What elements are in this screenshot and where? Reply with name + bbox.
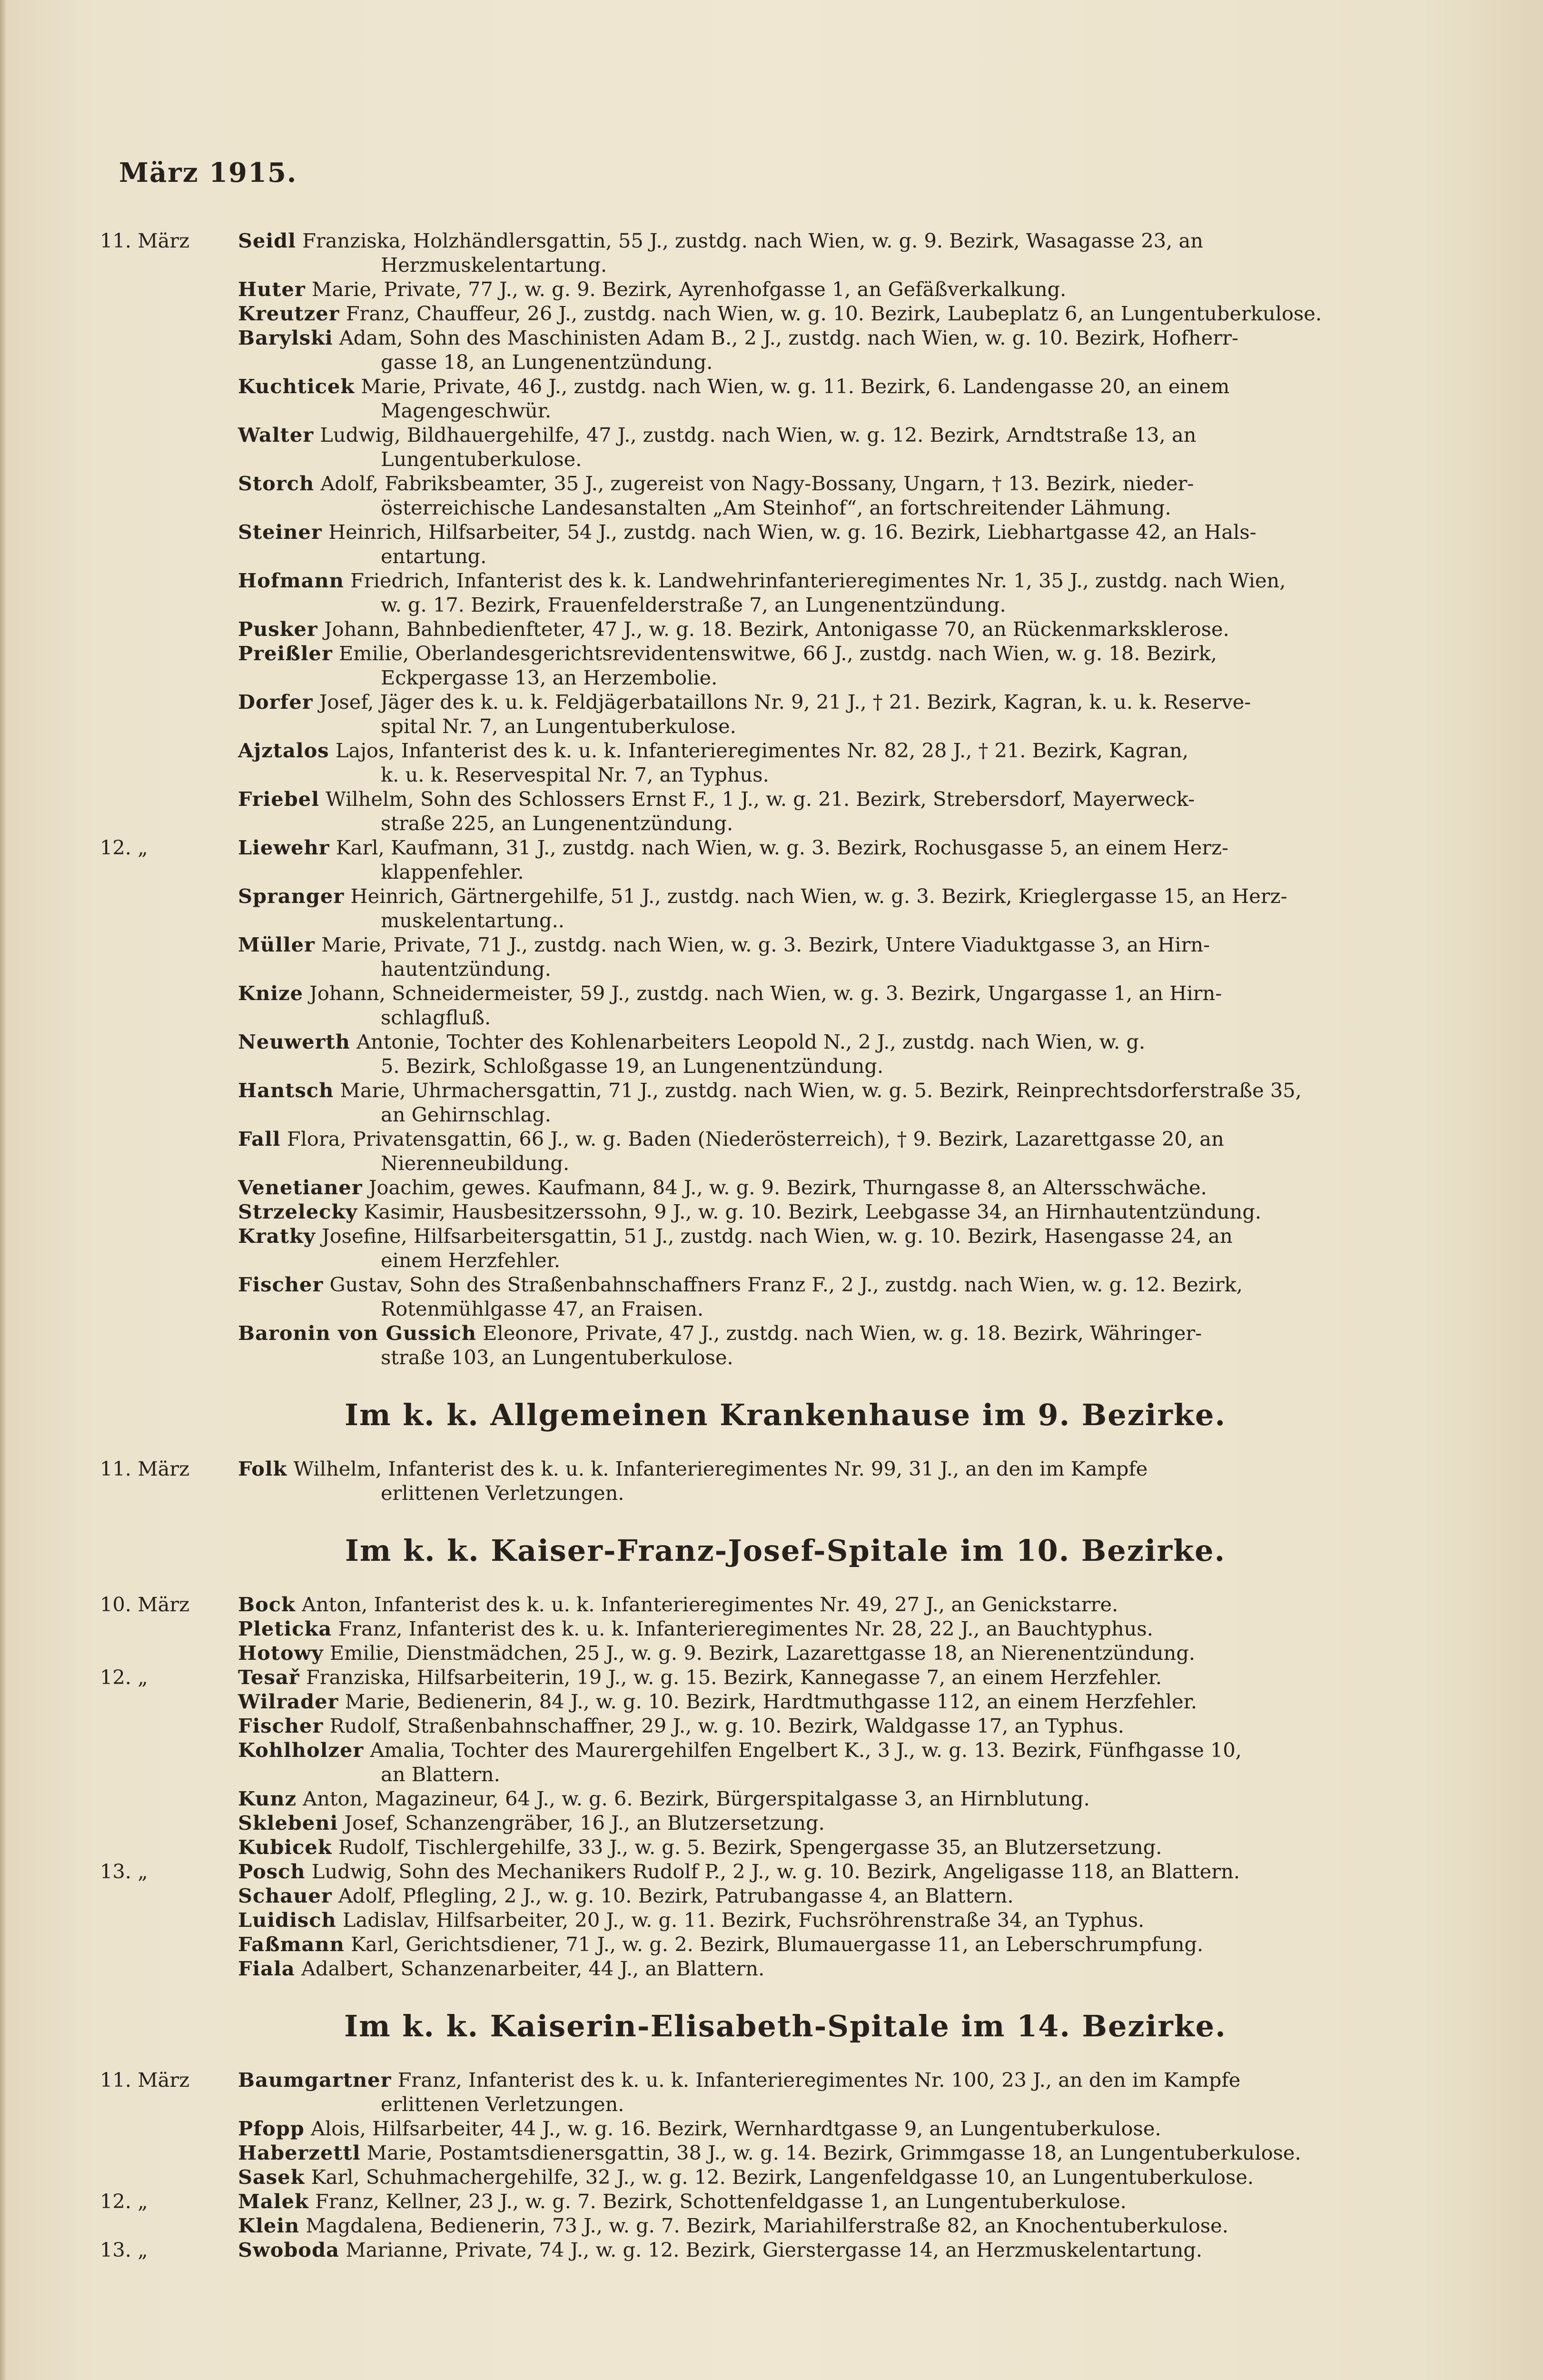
entry-details: Ludwig, Sohn des Mechanikers Rudolf P., 2 J., w. g. 10. Bezirk, Angeligasse 118, an Blattern. [311, 1860, 1240, 1883]
entry-details: Marie, Bedienerin, 84 J., w. g. 10. Bezirk, Hardtmuthgasse 112, an einem Herzfehler. [345, 1690, 1197, 1713]
entry-details: Amalia, Tochter des Maurergehilfen Engelbert K., 3 J., w. g. 13. Bezirk, Fünfhgasse 10, [370, 1738, 1242, 1762]
section-heading: Im k. k. Kaiser-Franz-Josef-Spitale im 10. Bezirke. [345, 1533, 1226, 1568]
entry-text [238, 568, 1414, 617]
entry-details-continued: gasse 18, an Lungenentzündung. [381, 350, 713, 374]
entry-text [238, 2238, 1414, 2262]
entry-details: Marie, Private, 71 J., zustdg. nach Wien, w. g. 3. Bezirk, Untere Viaduktgasse 3, an Hirn- [321, 933, 1210, 956]
entry-text [238, 1127, 1414, 1175]
entry-details-continued: österreichische Landesanstalten „Am Steinhof“, an fortschreitender Lähmung. [381, 496, 1171, 519]
register-entry [100, 2213, 1414, 2238]
register-entry [100, 641, 1414, 690]
register-entry [100, 2141, 1414, 2165]
entry-surname: Seidl [238, 229, 296, 252]
register-entry [100, 2189, 1414, 2213]
entry-date: 13. „ [100, 2238, 148, 2261]
entry-text [238, 1811, 1414, 1835]
entry-details: Karl, Kaufmann, 31 J., zustdg. nach Wien, w. g. 3. Bezirk, Rochusgasse 5, an einem Herz- [336, 836, 1229, 859]
entry-surname: Klein [238, 2214, 300, 2237]
entry-surname: Liewehr [238, 836, 330, 859]
register-entry [100, 520, 1414, 568]
entry-text [238, 1932, 1414, 1956]
entry-details: Wilhelm, Sohn des Schlossers Ernst F., 1 J., w. g. 21. Bezirk, Strebersdorf, Mayerweck- [326, 787, 1195, 811]
register-entry [100, 301, 1414, 326]
entry-text [238, 423, 1414, 471]
register-entry [100, 326, 1414, 374]
entry-details: Karl, Schuhmachergehilfe, 32 J., w. g. 12. Bezirk, Langenfeldgasse 10, an Lungentuberkulose. [311, 2165, 1254, 2189]
entry-surname: Ajztalos [238, 739, 329, 762]
register-entry [100, 1786, 1414, 1811]
entry-text [238, 2068, 1414, 2116]
register-entry [100, 787, 1414, 835]
register-entry [100, 1689, 1414, 1714]
register-entry [100, 1884, 1414, 1908]
register-entry [100, 2116, 1414, 2141]
entry-details-continued: erlittenen Verletzungen. [381, 2092, 624, 2116]
entry-text [238, 1457, 1414, 1505]
death-register-list [100, 228, 1414, 2262]
entry-details-continued: an Blattern. [381, 1763, 500, 1786]
entry-details-continued: erlittenen Verletzungen. [381, 1481, 624, 1505]
entry-text [238, 2116, 1414, 2141]
entry-surname: Steiner [238, 520, 322, 544]
entry-surname: Hofmann [238, 569, 344, 592]
register-entry [100, 835, 1414, 884]
entry-details: Josefine, Hilfsarbeitersgattin, 51 J., zustdg. nach Wien, w. g. 10. Bezirk, Hasengasse 24, an [322, 1224, 1233, 1248]
entry-text [238, 1078, 1414, 1127]
entry-text [238, 520, 1414, 568]
entry-details: Josef, Schanzengräber, 16 J., an Blutzersetzung. [344, 1811, 825, 1835]
entry-surname: Barylski [238, 326, 333, 349]
register-entry [100, 932, 1414, 981]
entry-surname: Spranger [238, 884, 345, 908]
entry-details: Adalbert, Schanzenarbeiter, 44 J., an Blattern. [301, 1957, 765, 1980]
entry-text [238, 277, 1414, 301]
entry-text [238, 1592, 1414, 1616]
entry-surname: Pusker [238, 617, 318, 641]
entry-details: Magdalena, Bedienerin, 73 J., w. g. 7. Bezirk, Mariahilferstraße 82, an Knochentuberkulose. [306, 2214, 1228, 2237]
entry-text [238, 1030, 1414, 1078]
entry-surname: Baronin von Gussich [238, 1321, 477, 1345]
entry-surname: Folk [238, 1457, 287, 1480]
entry-text [238, 1641, 1414, 1665]
register-entry [100, 981, 1414, 1030]
entry-details: Johann, Bahnbedienfteter, 47 J., w. g. 18. Bezirk, Antonigasse 70, an Rückenmarksklerose. [324, 617, 1229, 641]
register-entry [100, 1616, 1414, 1641]
entry-text [238, 326, 1414, 374]
register-entry [100, 1908, 1414, 1932]
entry-details-continued: straße 103, an Lungentuberkulose. [381, 1346, 733, 1369]
entry-text [238, 932, 1414, 981]
register-entry [100, 738, 1414, 787]
entry-details: Ludwig, Bildhauergehilfe, 47 J., zustdg. nach Wien, w. g. 12. Bezirk, Arndtstraße 13, an [320, 423, 1197, 446]
entry-details-continued: Nierenneubildung. [381, 1151, 570, 1175]
entry-text [238, 2213, 1414, 2238]
register-entry [100, 1224, 1414, 1272]
entry-text [238, 1689, 1414, 1714]
entry-details: Anton, Infanterist des k. u. k. Infanterieregimentes Nr. 49, 27 J., an Genickstarre. [301, 1593, 1118, 1616]
entry-details-continued: straße 225, an Lungenentzündung. [381, 812, 733, 835]
entry-surname: Venetianer [238, 1176, 363, 1199]
register-entry [100, 1272, 1414, 1321]
entry-details: Franziska, Holzhändlersgattin, 55 J., zustdg. nach Wien, w. g. 9. Bezirk, Wasagasse 23, an [302, 229, 1204, 252]
entry-details: Adam, Sohn des Maschinisten Adam B., 2 J., zustdg. nach Wien, w. g. 10. Bezirk, Hofherr- [339, 326, 1238, 349]
entry-text [238, 2141, 1414, 2165]
register-entry [100, 374, 1414, 423]
entry-details-continued: Lungentuberkulose. [381, 447, 582, 471]
entry-surname: Fall [238, 1127, 281, 1150]
register-entry [100, 1592, 1414, 1616]
entry-text [238, 1859, 1414, 1884]
entry-surname: Tesař [238, 1666, 300, 1689]
register-entry [100, 228, 1414, 277]
register-entry [100, 1738, 1414, 1786]
entry-text [238, 301, 1414, 326]
entry-details: Marie, Private, 77 J., w. g. 9. Bezirk, Ayrenhofgasse 1, an Gefäßverkalkung. [312, 278, 1067, 301]
entry-details: Franziska, Hilfsarbeiterin, 19 J., w. g. 15. Bezirk, Kannegasse 7, an einem Herzfehler. [306, 1666, 1162, 1689]
entry-surname: Fischer [238, 1714, 324, 1737]
entry-details: Gustav, Sohn des Straßenbahnschaffners Franz F., 2 J., zustdg. nach Wien, w. g. 12. Bezirk, [329, 1273, 1243, 1296]
entry-text [238, 738, 1414, 787]
entry-surname: Preißler [238, 642, 333, 665]
register-entry [100, 423, 1414, 471]
register-entry [100, 1932, 1414, 1956]
register-entry [100, 884, 1414, 932]
register-entry [100, 1859, 1414, 1884]
entry-text [238, 787, 1414, 835]
entry-surname: Bock [238, 1593, 296, 1616]
entry-text [238, 2165, 1414, 2189]
entry-surname: Schauer [238, 1884, 332, 1907]
entry-details: Marie, Postamtsdienersgattin, 38 J., w. g. 14. Bezirk, Grimmgasse 18, an Lungentuberkulose. [366, 2141, 1301, 2164]
entry-date: 12. „ [100, 836, 148, 859]
entry-date: 10. März [100, 1593, 190, 1616]
entry-text [238, 374, 1414, 423]
entry-surname: Fischer [238, 1273, 324, 1296]
entry-details: Marie, Private, 46 J., zustdg. nach Wien, w. g. 11. Bezirk, 6. Landengasse 20, an einem [361, 375, 1230, 398]
entry-details-continued: schlagfluß. [381, 1006, 491, 1029]
entry-details-continued: hautentzündung. [381, 957, 551, 981]
entry-details-continued: entartung. [381, 545, 487, 568]
entry-text [238, 1714, 1414, 1738]
entry-details: Franz, Chauffeur, 26 J., zustdg. nach Wien, w. g. 10. Bezirk, Laubeplatz 6, an Lungentuberkulose. [346, 302, 1322, 325]
entry-surname: Posch [238, 1860, 306, 1883]
register-entry [100, 617, 1414, 641]
register-entry [100, 1175, 1414, 1200]
entry-text [238, 1908, 1414, 1932]
entry-surname: Strzelecky [238, 1200, 358, 1223]
entry-text [238, 1224, 1414, 1272]
entry-details-continued: Rotenmühlgasse 47, an Fraisen. [381, 1297, 704, 1320]
register-entry [100, 1835, 1414, 1859]
entry-details: Franz, Infanterist des k. u. k. Infanterieregimentes Nr. 28, 22 J., an Bauchtyphus. [338, 1617, 1153, 1640]
entry-surname: Pfopp [238, 2117, 305, 2140]
register-entry [100, 2165, 1414, 2189]
entry-surname: Malek [238, 2190, 309, 2213]
entry-details: Karl, Gerichtsdiener, 71 J., w. g. 2. Bezirk, Blumauergasse 11, an Leberschrumpfung. [350, 1933, 1204, 1956]
entry-text [238, 884, 1414, 932]
entry-surname: Pleticka [238, 1617, 332, 1640]
entry-surname: Swoboda [238, 2238, 339, 2261]
entry-details: Rudolf, Tischlergehilfe, 33 J., w. g. 5. Bezirk, Spengergasse 35, an Blutzersetzung. [338, 1835, 1162, 1859]
entry-details: Kasimir, Hausbesitzerssohn, 9 J., w. g. 10. Bezirk, Leebgasse 34, an Hirnhautentzündung. [364, 1200, 1262, 1223]
entry-date: 12. „ [100, 1666, 148, 1689]
entry-surname: Kuchticek [238, 375, 355, 398]
entry-surname: Haberzettl [238, 2141, 361, 2164]
entry-text [238, 1272, 1414, 1321]
entry-details: Franz, Kellner, 23 J., w. g. 7. Bezirk, Schottenfeldgasse 1, an Lungentuberkulose. [315, 2190, 1127, 2213]
register-entry [100, 2068, 1414, 2116]
entry-details: Emilie, Oberlandesgerichtsrevidentenswitwe, 66 J., zustdg. nach Wien, w. g. 18. Bezirk, [339, 642, 1217, 665]
entry-surname: Kubicek [238, 1835, 332, 1859]
entry-surname: Kunz [238, 1787, 297, 1810]
entry-details: Marie, Uhrmachersgattin, 71 J., zustdg. nach Wien, w. g. 5. Bezirk, Reinprechtsdorferstraße 35, [340, 1079, 1302, 1102]
entry-surname: Kohlholzer [238, 1738, 364, 1762]
entry-details-continued: Magengeschwür. [381, 399, 552, 422]
register-entry [100, 568, 1414, 617]
entry-text [238, 1200, 1414, 1224]
entry-surname: Kratky [238, 1224, 316, 1248]
entry-text [238, 981, 1414, 1030]
entry-details: Johann, Schneidermeister, 59 J., zustdg. nach Wien, w. g. 3. Bezirk, Ungargasse 1, an Hirn- [309, 982, 1222, 1005]
entry-details-continued: einem Herzfehler. [381, 1249, 561, 1272]
entry-details: Flora, Privatensgattin, 66 J., w. g. Baden (Niederösterreich), † 9. Bezirk, Lazarettgasse 20, an [287, 1127, 1224, 1150]
entry-date: 11. März [100, 2068, 190, 2092]
entry-text [238, 1321, 1414, 1369]
entry-surname: Friebel [238, 787, 319, 811]
entry-text [238, 1884, 1414, 1908]
entry-details-continued: w. g. 17. Bezirk, Frauenfelderstraße 7, an Lungenentzündung. [381, 593, 1006, 616]
entry-details: Rudolf, Straßenbahnschaffner, 29 J., w. g. 10. Bezirk, Waldgasse 17, an Typhus. [329, 1714, 1124, 1737]
entry-details: Josef, Jäger des k. u. k. Feldjägerbataillons Nr. 9, 21 J., † 21. Bezirk, Kagran, k. u. k. Reserve- [319, 690, 1251, 714]
entry-surname: Wilrader [238, 1690, 339, 1713]
entry-surname: Storch [238, 472, 315, 495]
entry-date: 11. März [100, 1457, 190, 1480]
entry-date: 13. „ [100, 1860, 148, 1883]
register-entry [100, 1030, 1414, 1078]
entry-text [238, 690, 1414, 738]
entry-text [238, 1835, 1414, 1859]
entry-date: 12. „ [100, 2190, 148, 2213]
entry-surname: Kreutzer [238, 302, 340, 325]
entry-surname: Dorfer [238, 690, 313, 714]
entry-details: Anton, Magazineur, 64 J., w. g. 6. Bezirk, Bürgerspitalgasse 3, an Hirnblutung. [303, 1787, 1090, 1810]
page-header: März 1915. [119, 157, 297, 188]
entry-surname: Walter [238, 423, 314, 446]
entry-details: Joachim, gewes. Kaufmann, 84 J., w. g. 9. Bezirk, Thurngasse 8, an Altersschwäche. [368, 1176, 1207, 1199]
entry-text [238, 617, 1414, 641]
entry-surname: Luidisch [238, 1908, 336, 1932]
register-entry [100, 2238, 1414, 2262]
entry-surname: Neuwerth [238, 1030, 350, 1053]
entry-text [238, 641, 1414, 690]
register-entry [100, 1321, 1414, 1369]
entry-details-continued: 5. Bezirk, Schloßgasse 19, an Lungenentzündung. [381, 1054, 884, 1078]
entry-details-continued: muskelentartung.. [381, 909, 564, 932]
register-entry [100, 1714, 1414, 1738]
register-entry [100, 690, 1414, 738]
entry-surname: Hantsch [238, 1079, 334, 1102]
section-heading: Im k. k. Allgemeinen Krankenhause im 9. Bezirke. [344, 1398, 1226, 1432]
register-entry [100, 277, 1414, 301]
entry-details: Marianne, Private, 74 J., w. g. 12. Bezirk, Gierstergasse 14, an Herzmuskelentartung. [346, 2238, 1203, 2261]
entry-surname: Baumgartner [238, 2068, 392, 2092]
register-entry [100, 1200, 1414, 1224]
entry-text [238, 228, 1414, 277]
entry-details: Adolf, Fabriksbeamter, 35 J., zugereist von Nagy-Bossany, Ungarn, † 13. Bezirk, nieder- [320, 472, 1194, 495]
entry-text [238, 471, 1414, 520]
entry-surname: Sklebeni [238, 1811, 338, 1835]
entry-text [238, 2189, 1414, 2213]
entry-text [238, 1786, 1414, 1811]
entry-surname: Faßmann [238, 1933, 345, 1956]
entry-details: Alois, Hilfsarbeiter, 44 J., w. g. 16. Bezirk, Wernhardtgasse 9, an Lungentuberkulose. [310, 2117, 1161, 2140]
page-binding-edge [0, 0, 7, 2380]
register-entry [100, 1665, 1414, 1689]
entry-text [238, 1175, 1414, 1200]
register-entry [100, 471, 1414, 520]
entry-details: Antonie, Tochter des Kohlenarbeiters Leopold N., 2 J., zustdg. nach Wien, w. g. [356, 1030, 1146, 1053]
entry-surname: Huter [238, 278, 306, 301]
entry-details-continued: Herzmuskelentartung. [381, 253, 607, 277]
entry-details: Emilie, Dienstmädchen, 25 J., w. g. 9. Bezirk, Lazarettgasse 18, an Nierenentzündung. [329, 1641, 1196, 1665]
entry-details: Adolf, Pflegling, 2 J., w. g. 10. Bezirk, Patrubangasse 4, an Blattern. [338, 1884, 1014, 1907]
entry-details: Friedrich, Infanterist des k. k. Landwehrinfanterieregimentes Nr. 1, 35 J., zustdg. nach Wien, [350, 569, 1286, 592]
entry-details-continued: spital Nr. 7, an Lungentuberkulose. [381, 714, 736, 738]
entry-details-continued: an Gehirnschlag. [381, 1103, 551, 1126]
entry-details-continued: klappenfehler. [381, 860, 524, 883]
entry-text [238, 1738, 1414, 1786]
entry-text [238, 835, 1414, 884]
entry-details-continued: k. u. k. Reservespital Nr. 7, an Typhus. [381, 763, 769, 786]
section-heading: Im k. k. Kaiserin-Elisabeth-Spitale im 14. Bezirke. [344, 2009, 1226, 2043]
entry-details: Ladislav, Hilfsarbeiter, 20 J., w. g. 11. Bezirk, Fuchsröhrenstraße 34, an Typhus. [342, 1908, 1145, 1932]
entry-details: Wilhelm, Infanterist des k. u. k. Infanterieregimentes Nr. 99, 31 J., an den im Kampfe [293, 1457, 1148, 1480]
register-entry [100, 1956, 1414, 1981]
register-entry [100, 1457, 1414, 1505]
entry-details: Heinrich, Hilfsarbeiter, 54 J., zustdg. nach Wien, w. g. 16. Bezirk, Liebhartgasse 42, an Hals- [328, 520, 1256, 544]
entry-surname: Hotowy [238, 1641, 324, 1665]
register-entry [100, 1641, 1414, 1665]
entry-details: Franz, Infanterist des k. u. k. Infanterieregimentes Nr. 100, 23 J., an den im Kampfe [397, 2068, 1241, 2092]
entry-date: 11. März [100, 229, 190, 252]
entry-text [238, 1956, 1414, 1981]
entry-surname: Fiala [238, 1957, 295, 1980]
entry-details: Eleonore, Private, 47 J., zustdg. nach Wien, w. g. 18. Bezirk, Währinger- [483, 1321, 1202, 1345]
entry-details: Heinrich, Gärtnergehilfe, 51 J., zustdg. nach Wien, w. g. 3. Bezirk, Krieglergasse 15, an Herz- [350, 884, 1287, 908]
entry-details-continued: Eckpergasse 13, an Herzembolie. [381, 666, 718, 689]
register-entry [100, 1078, 1414, 1127]
entry-details: Lajos, Infanterist des k. u. k. Infanterieregimentes Nr. 82, 28 J., † 21. Bezirk, Kagran, [335, 739, 1189, 762]
entry-text [238, 1665, 1414, 1689]
entry-text [238, 1616, 1414, 1641]
register-entry [100, 1127, 1414, 1175]
entry-surname: Müller [238, 933, 315, 956]
entry-surname: Knize [238, 982, 303, 1005]
register-entry [100, 1811, 1414, 1835]
entry-surname: Sasek [238, 2165, 305, 2189]
